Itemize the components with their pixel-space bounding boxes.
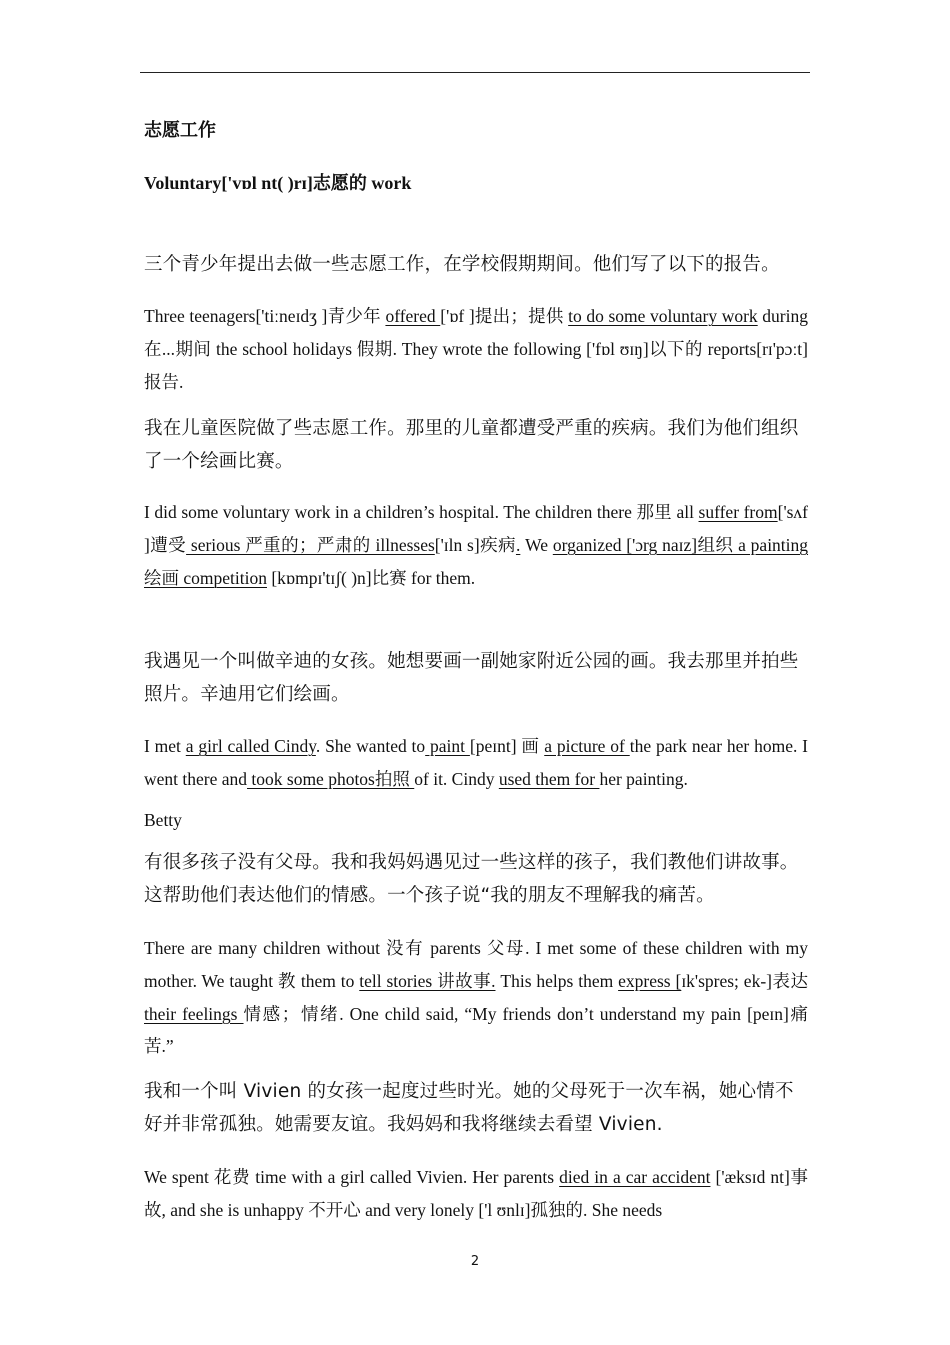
- document-title-en: Voluntary['vɒl nt( )rɪ]志愿的 work: [144, 173, 412, 193]
- paragraph-1-cn: 三个青少年提出去做一些志愿工作，在学校假期期间。他们写了以下的报告。: [144, 254, 780, 275]
- paragraph-3-cn: 我遇见一个叫做辛迪的女孩。她想要画一副她家附近公园的画。我去那里并拍些照片。辛迪用它们绘画。: [144, 651, 799, 705]
- document-title-cn: 志愿工作: [144, 120, 216, 141]
- paragraph-2-en: I did some voluntary work in a children’s hospital. The children there 那里 all suffer from['sʌf ]遭受 serious 严重的；严肃的 illnesses['ɪln s]疾病. We organized ['ɔrg naɪz]组织 a painting 绘画 competition [kɒmpɪ'tɪʃ( )n]比赛 for them.: [144, 502, 809, 588]
- paragraph-4-en: There are many children without 没有 parents 父母. I met some of these children with my mother. We taught 教 them to tell stories 讲故事. This helps them express [ɪk'spres; ek-]表达 their feelings 情感；情绪. One child said, “My friends don’t understand my pain [peɪn]痛苦.”: [144, 938, 809, 1057]
- paragraph-5-en: We spent 花费 time with a girl called Vivien. Her parents died in a car accident ['æksɪd nt]事故, and she is unhappy 不开心 and very lonely ['l ʊnlɪ]孤独的. She needs: [144, 1167, 808, 1220]
- page-number: 2: [470, 1254, 480, 1269]
- header-rule: [140, 72, 810, 73]
- paragraph-1-en: Three teenagers['tiːneɪdʒ ]青少年 offered ['ɒf ]提出；提供 to do some voluntary work during 在...期间 the school holidays 假期. They wrote the following ['fɒl ʊɪŋ]以下的 reports[rɪ'pɔːt]报告.: [144, 306, 808, 392]
- paragraph-5-cn: 我和一个叫 Vivien 的女孩一起度过些时光。她的父母死于一次车祸，她心情不好并非常孤独。她需要友谊。我妈妈和我将继续去看望 Vivien.: [144, 1081, 794, 1135]
- paragraph-2-cn: 我在儿童医院做了些志愿工作。那里的儿童都遭受严重的疾病。我们为他们组织了一个绘画比赛。: [144, 418, 799, 472]
- signature-betty: Betty: [144, 810, 182, 830]
- paragraph-4-cn: 有很多孩子没有父母。我和我妈妈遇见过一些这样的孩子，我们教他们讲故事。这帮助他们表达他们的情感。一个孩子说“我的朋友不理解我的痛苦。: [144, 852, 799, 906]
- paragraph-3-en: I met a girl called Cindy. She wanted to paint [peɪnt] 画 a picture of the park near her home. I went there and took some photos拍照 of it. Cindy used them for her painting.: [144, 736, 809, 789]
